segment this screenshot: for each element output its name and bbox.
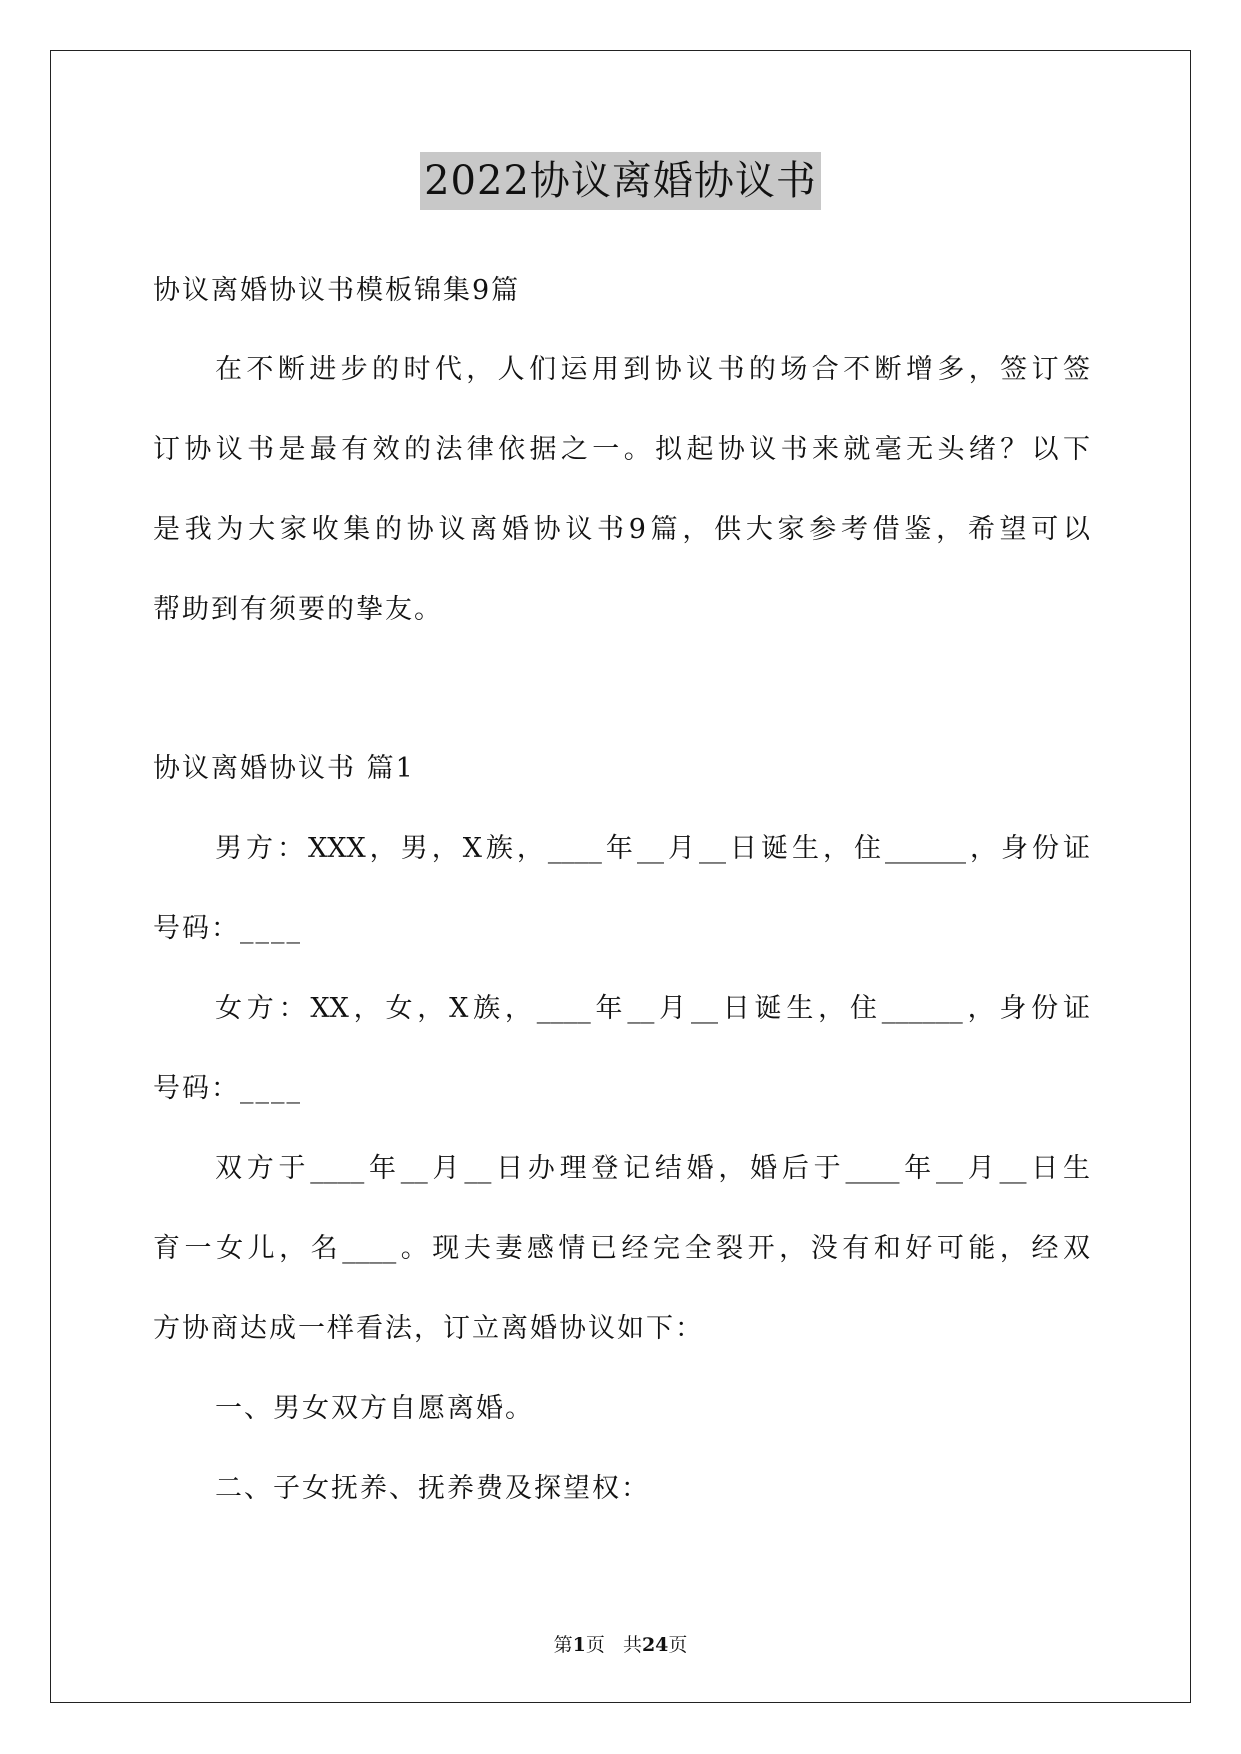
intro-line: 在不断进步的时代，人们运用到协议书的场合不断增多，签订签 — [215, 354, 1090, 385]
document-title: 2022协议离婚协议书 — [420, 152, 821, 210]
man-info-line: 男方：XXX，男，X族，____年__月__日诞生，住______，身份证 — [215, 833, 1090, 864]
footer-page-current: 1 — [572, 1634, 586, 1656]
intro-line: 是我为大家收集的协议离婚协议书9篇，供大家参考借鉴，希望可以 — [153, 514, 1090, 545]
marriage-line: 育一女儿，名____。现夫妻感情已经完全裂开，没有和好可能，经双 — [153, 1233, 1090, 1264]
intro-line: 帮助到有须要的挚友。 — [153, 594, 443, 625]
marriage-line: 方协商达成一样看法，订立离婚协议如下： — [153, 1313, 704, 1344]
section-heading: 协议离婚协议书 篇1 — [153, 753, 415, 784]
clause-1: 一、男女双方自愿离婚。 — [215, 1393, 534, 1424]
woman-info-line: 女方：XX，女，X族，____年__月__日诞生，住______，身份证 — [215, 993, 1090, 1024]
woman-id-line: 号码：____ — [153, 1073, 302, 1104]
page-footer — [0, 1633, 1241, 1657]
footer-page-total: 24 — [641, 1634, 669, 1656]
intro-line: 订协议书是最有效的法律依据之一。拟起协议书来就毫无头绪？以下 — [153, 434, 1090, 465]
clause-2: 二、子女抚养、抚养费及探望权： — [215, 1473, 650, 1504]
footer-page-prefix: 第 — [553, 1634, 573, 1656]
footer-page-suffix: 页 — [668, 1634, 688, 1656]
man-id-line: 号码：____ — [153, 913, 302, 944]
footer-page-mid: 页 共 — [585, 1634, 642, 1656]
marriage-line: 双方于____年__月__日办理登记结婚，婚后于____年__月__日生 — [215, 1153, 1090, 1184]
document-subtitle: 协议离婚协议书模板锦集9篇 — [153, 275, 521, 306]
title-container — [0, 152, 1241, 210]
